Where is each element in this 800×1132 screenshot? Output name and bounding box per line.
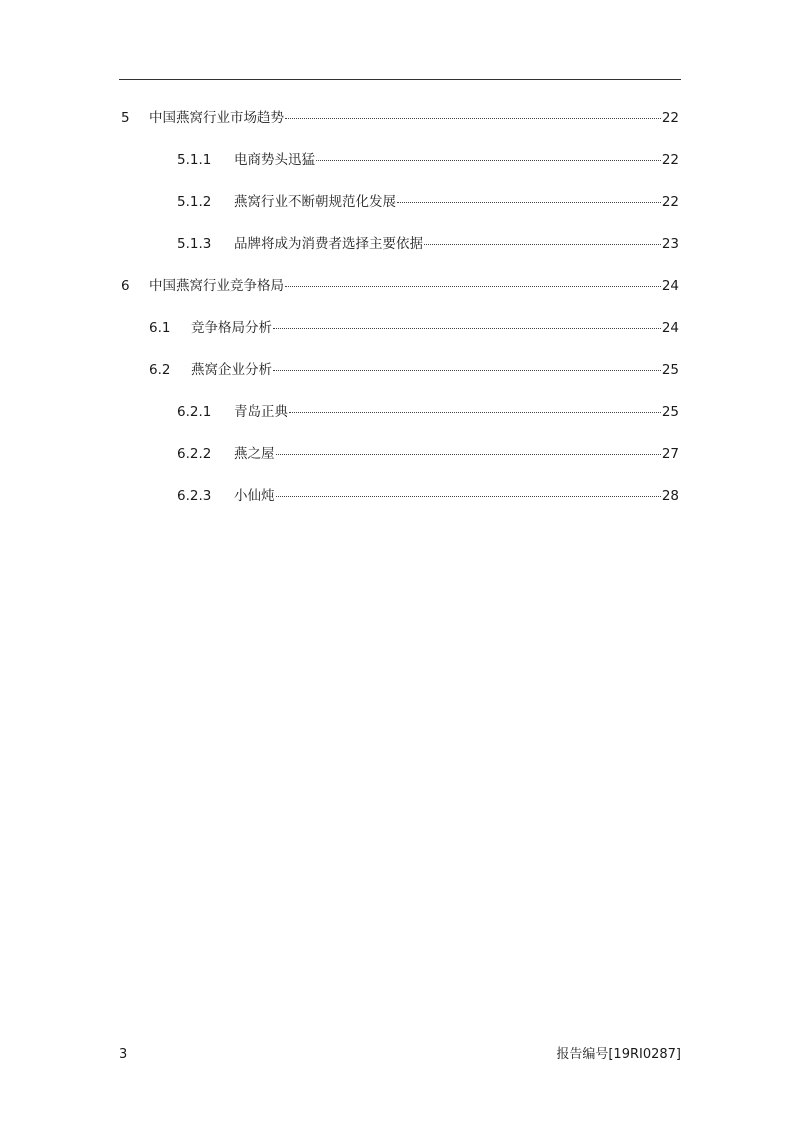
footer-page-number: 3	[119, 1047, 128, 1062]
toc-dot-leader	[289, 412, 661, 413]
toc-dot-leader	[316, 160, 661, 161]
toc-entry-page: 28	[661, 488, 679, 504]
toc-entry-page: 25	[661, 404, 679, 420]
toc-entry-page: 23	[661, 236, 679, 252]
toc-entry-number: 5.1.2	[177, 194, 212, 210]
toc-entry-title: 青岛正典	[234, 404, 288, 420]
toc-dot-leader	[424, 244, 661, 245]
toc-entry-number: 6.2.1	[177, 404, 212, 420]
toc-entry-page: 24	[661, 278, 679, 294]
toc-entry-title: 燕窝企业分析	[191, 362, 272, 378]
toc-entry-number: 6.2.3	[177, 488, 212, 504]
toc-entry-number: 5	[121, 110, 130, 126]
toc-entry-title: 中国燕窝行业市场趋势	[149, 110, 284, 126]
footer-report-code: 报告编号[19RI0287]	[556, 1047, 681, 1062]
toc-entry[interactable]	[177, 151, 679, 169]
toc-dot-leader	[285, 118, 661, 119]
toc-dot-leader	[273, 370, 661, 371]
toc-entry[interactable]	[121, 109, 679, 127]
toc-entry[interactable]	[121, 277, 679, 295]
toc-entry-page: 24	[661, 320, 679, 336]
toc-entry[interactable]	[177, 487, 679, 505]
toc-entry-title: 电商势头迅猛	[234, 152, 315, 168]
toc-entry[interactable]	[177, 445, 679, 463]
toc-entry-page: 27	[661, 446, 679, 462]
toc-entry-title: 竞争格局分析	[191, 320, 272, 336]
toc-entry-number: 6	[121, 278, 130, 294]
toc-entry-page: 22	[661, 152, 679, 168]
toc-entry-title: 品牌将成为消费者选择主要依据	[234, 236, 423, 252]
toc-entry[interactable]	[177, 403, 679, 421]
toc-entry-title: 中国燕窝行业竞争格局	[149, 278, 284, 294]
toc-dot-leader	[285, 286, 661, 287]
toc-entry-page: 25	[661, 362, 679, 378]
toc-entry[interactable]	[177, 235, 679, 253]
toc-entry-number: 6.1	[149, 320, 171, 336]
toc-dot-leader	[276, 496, 661, 497]
toc-entry[interactable]	[149, 361, 679, 379]
toc-dot-leader	[397, 202, 661, 203]
toc-entry-number: 6.2	[149, 362, 171, 378]
toc-dot-leader	[273, 328, 661, 329]
toc-entry-number: 5.1.3	[177, 236, 212, 252]
toc-dot-leader	[276, 454, 661, 455]
toc-entry-number: 6.2.2	[177, 446, 212, 462]
toc-entry-title: 小仙炖	[234, 488, 275, 504]
toc-entry[interactable]	[149, 319, 679, 337]
toc-entry-title: 燕窝行业不断朝规范化发展	[234, 194, 396, 210]
toc-entry[interactable]	[177, 193, 679, 211]
toc-entry-page: 22	[661, 194, 679, 210]
toc-entry-number: 5.1.1	[177, 152, 212, 168]
header-rule	[119, 79, 681, 80]
toc-entry-title: 燕之屋	[234, 446, 275, 462]
toc-entry-page: 22	[661, 110, 679, 126]
